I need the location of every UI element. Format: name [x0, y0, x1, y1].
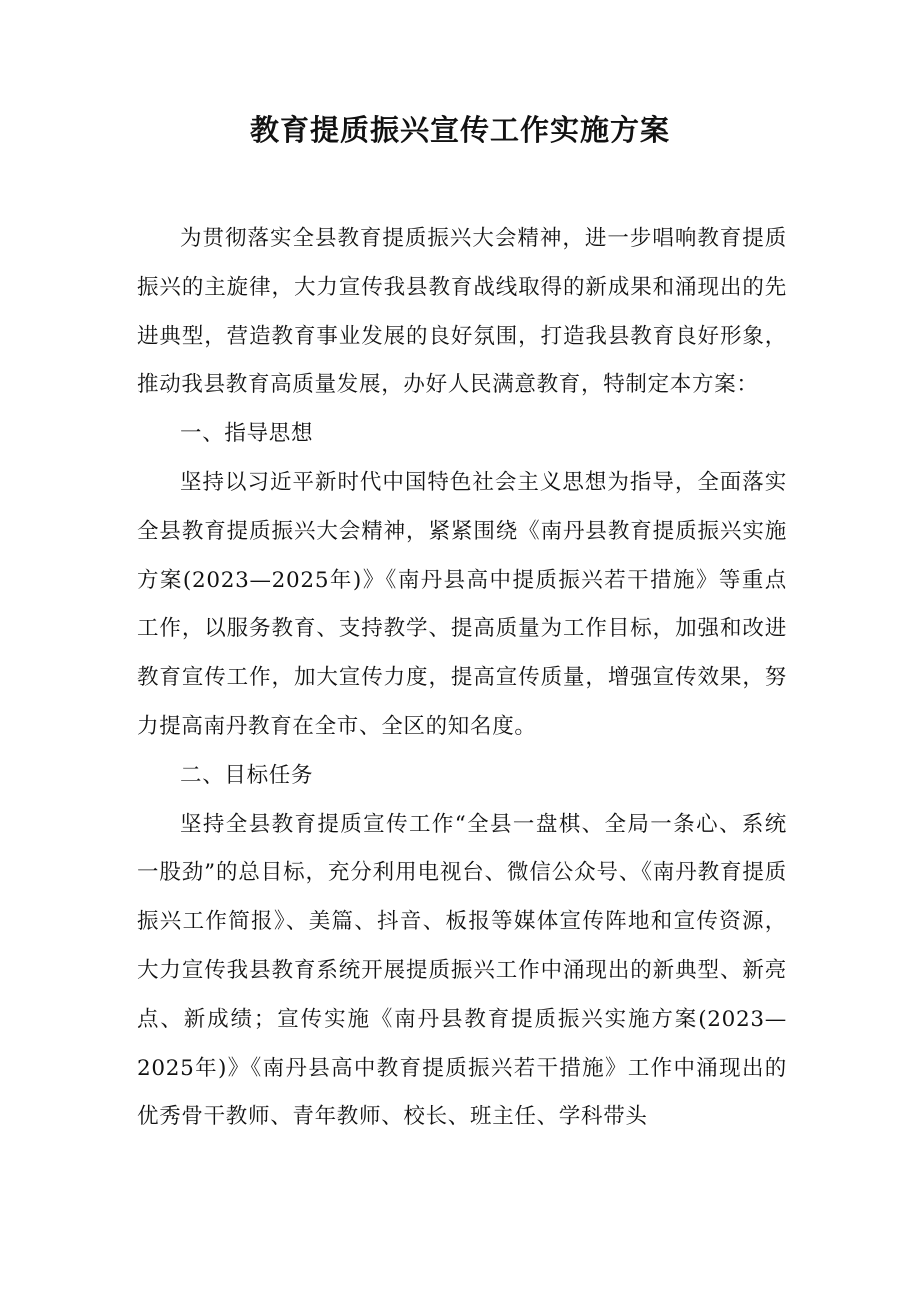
section-body-guiding-ideology: 坚持以习近平新时代中国特色社会主义思想为指导，全面落实全县教育提质振兴大会精神，紧紧围绕《南丹县教育提质振兴实施方案(2023—2025年)》《南丹县高中提质振兴若干措施》等重点工作，以服务教育、支持教学、提高质量为工作目标，加强和改进教育宣传工作，加大宣传力度，提高宣传质量，增强宣传效果，努力提高南丹教育在全市、全区的知名度。	[137, 469, 787, 739]
document-body	[137, 215, 787, 1142]
intro-paragraph: 为贯彻落实全县教育提质振兴大会精神，进一步唱响教育提质振兴的主旋律，大力宣传我县教育战线取得的新成果和涌现出的先进典型，营造教育事业发展的良好氛围，打造我县教育良好形象，推动我县教育高质量发展，办好人民满意教育，特制定本方案：	[137, 226, 787, 398]
section-heading-guiding-ideology: 一、指导思想	[180, 421, 314, 447]
section-heading-goals-tasks: 二、目标任务	[180, 762, 314, 788]
document-title: 教育提质振兴宣传工作实施方案	[249, 113, 670, 147]
section-body-goals-tasks: 坚持全县教育提质宣传工作“全县一盘棋、全局一条心、系统一股劲”的总目标，充分利用电视台、微信公众号、《南丹教育提质振兴工作简报》、美篇、抖音、板报等媒体宣传阵地和宣传资源，大力宣传我县教育系统开展提质振兴工作中涌现出的新典型、新亮点、新成绩；宣传实施《南丹县教育提质振兴实施方案(2023—2025年)》《南丹县高中教育提质振兴若干措施》工作中涌现出的优秀骨干教师、青年教师、校长、班主任、学科带头	[137, 811, 787, 1130]
